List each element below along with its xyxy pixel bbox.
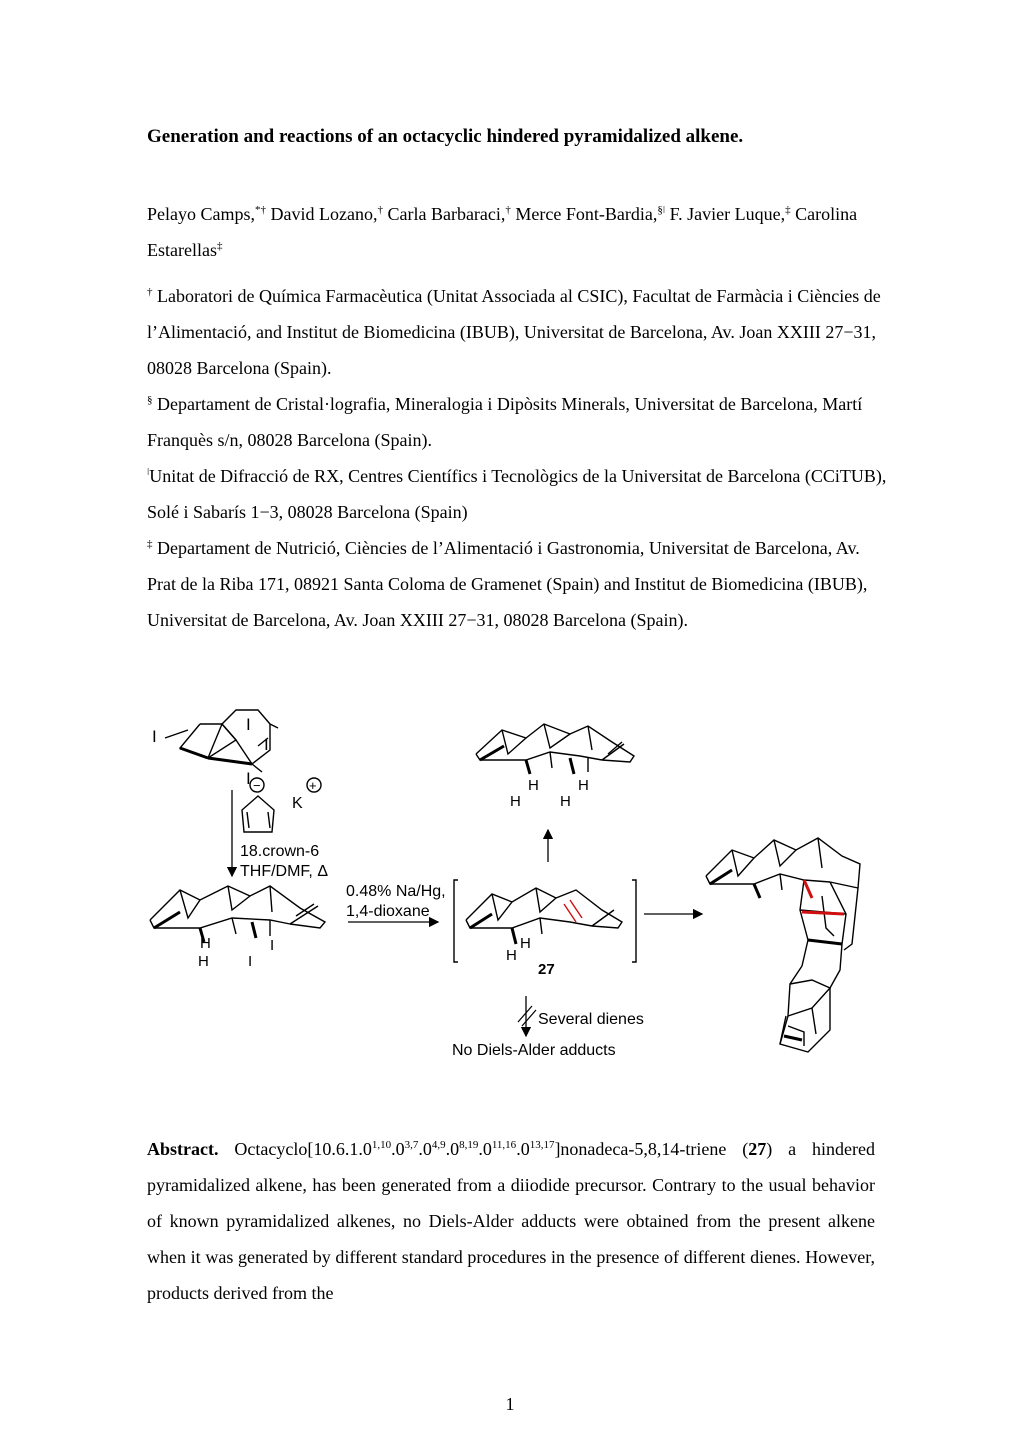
compound-reference: 27 xyxy=(748,1139,767,1159)
hydrogen-label: H xyxy=(560,793,571,810)
author-name: Carla Barbaraci, xyxy=(382,204,506,224)
iodo-label: I xyxy=(152,727,157,746)
pyramidalized-double-bond xyxy=(564,900,582,922)
blocked-reaction-mark xyxy=(518,1006,536,1026)
abstract-text: .0 xyxy=(516,1139,530,1159)
abstract-text: ]nonadeca-5,8,14-triene ( xyxy=(554,1139,749,1159)
abstract-text: .0 xyxy=(478,1139,492,1159)
affiliation-2 xyxy=(147,386,887,458)
affiliation-1 xyxy=(147,278,887,386)
ring-locant: 8,19 xyxy=(459,1139,479,1151)
diiodide-precursor-structure xyxy=(165,710,278,772)
abstract-text: Octacyclo[10.6.1.0 xyxy=(218,1139,372,1159)
dimer-product-structure xyxy=(706,838,860,1052)
author-name: Pelayo Camps, xyxy=(147,204,255,224)
hydrogen-label: H xyxy=(510,793,521,810)
reagent-amalgam: 0.48% Na/Hg, xyxy=(346,883,446,900)
iodo-label: I xyxy=(246,715,251,734)
hydrogen-label: H xyxy=(198,953,209,970)
iodo-polycycle-structure xyxy=(150,886,325,942)
author-affiliation-mark: ‡ xyxy=(216,240,223,252)
affiliation-mark: ‡ xyxy=(147,538,153,550)
minus-charge: − xyxy=(253,778,261,793)
reagent-solvent: THF/DMF, Δ xyxy=(240,863,329,880)
dienes-label: Several dienes xyxy=(538,1011,644,1028)
author-name: F. Javier Luque, xyxy=(665,204,786,224)
author-name: Carolina Estarellas xyxy=(147,204,858,260)
no-adducts-label: No Diels-Alder adducts xyxy=(452,1042,616,1059)
affiliation-3 xyxy=(147,458,887,530)
author-name: Merce Font-Bardia, xyxy=(510,204,658,224)
reduced-product-structure xyxy=(476,724,634,774)
abstract xyxy=(147,1131,875,1311)
iodo-label: I xyxy=(246,769,251,788)
abstract-label: Abstract. xyxy=(147,1139,219,1159)
ring-locant: 11,16 xyxy=(491,1139,517,1151)
affiliation-text: Unitat de Difracció de RX, Centres Científics i Tecnològics de la Universitat de Barcelona (CCiTUB), Solé i Sabarís 1−3, 08028 Barcelona (Spain) xyxy=(147,466,887,522)
ring-locant: 13,17 xyxy=(529,1139,555,1151)
potassium-label: K xyxy=(292,795,303,812)
hydrogen-label: H xyxy=(578,777,589,794)
reaction-scheme xyxy=(140,700,900,1080)
author-name: David Lozano, xyxy=(266,204,378,224)
author-affiliation-mark: §ǀ xyxy=(657,204,666,216)
alkene-27-structure xyxy=(454,880,636,962)
hydrogen-label: H xyxy=(528,777,539,794)
abstract-text: .0 xyxy=(391,1139,405,1159)
compound-number: 27 xyxy=(538,961,555,978)
abstract-text: ) a hindered pyramidalized alkene, has been generated from a diiodide precursor. Contrary to the usual behavior of known pyramidalized alkenes, no Diels-Alder adducts were obtained from the present alkene when it was generated by different standard procedures in the presence of different dienes. However, products derived from the xyxy=(147,1139,875,1303)
ring-locant: 3,7 xyxy=(404,1139,419,1151)
iodo-label: I xyxy=(270,937,275,954)
abstract-text: .0 xyxy=(418,1139,432,1159)
hydrogen-label: H xyxy=(506,947,517,964)
author-affiliation-mark: † xyxy=(377,204,383,216)
reagent-dioxane: 1,4-dioxane xyxy=(346,903,430,920)
affiliation-4 xyxy=(147,530,887,638)
iodo-label: I xyxy=(264,735,269,754)
author-affiliation-mark: ‡ xyxy=(785,204,791,216)
author-affiliation-mark: *† xyxy=(255,204,266,216)
ring-locant: 1,10 xyxy=(371,1139,392,1151)
paper-title: Generation and reactions of an octacyclic hindered pyramidalized alkene. xyxy=(147,126,744,147)
page-number: 1 xyxy=(505,1394,515,1414)
affiliation-text: Laboratori de Química Farmacèutica (Unitat Associada al CSIC), Facultat de Farmàcia i Ciències de l’Alimentació, and Institut de Biomedicina (IBUB), Universitat de Barcelona, Av. Joan XXIII 27−31, 08028 Barcelona (Spain). xyxy=(147,286,881,378)
iodo-label: I xyxy=(248,953,253,970)
author-list xyxy=(147,196,887,268)
reagent-crown: 18.crown-6 xyxy=(240,843,320,860)
hydrogen-label: H xyxy=(520,935,531,952)
hydrogen-label: H xyxy=(200,935,211,952)
affiliation-mark: † xyxy=(147,286,153,298)
abstract-text: .0 xyxy=(445,1139,460,1159)
plus-charge: + xyxy=(309,778,317,793)
ring-locant: 4,9 xyxy=(431,1139,446,1151)
affiliation-mark: ǀ xyxy=(147,466,150,478)
affiliation-text: Departament de Nutrició, Ciències de l’Alimentació i Gastronomia, Universitat de Barcelona, Av. Prat de la Riba 171, 08921 Santa Coloma de Gramenet (Spain) and Institut de Biomedicina (IBUB), Universitat de Barcelona, Av. Joan XXIII 27−31, 08028 Barcelona (Spain). xyxy=(147,538,868,630)
author-affiliation-mark: † xyxy=(505,204,511,216)
affiliation-mark: § xyxy=(147,394,153,406)
affiliation-text: Departament de Cristal·lografia, Mineralogia i Dipòsits Minerals, Universitat de Barcelona, Martí Franquès s/n, 08028 Barcelona (Spain). xyxy=(147,394,863,450)
